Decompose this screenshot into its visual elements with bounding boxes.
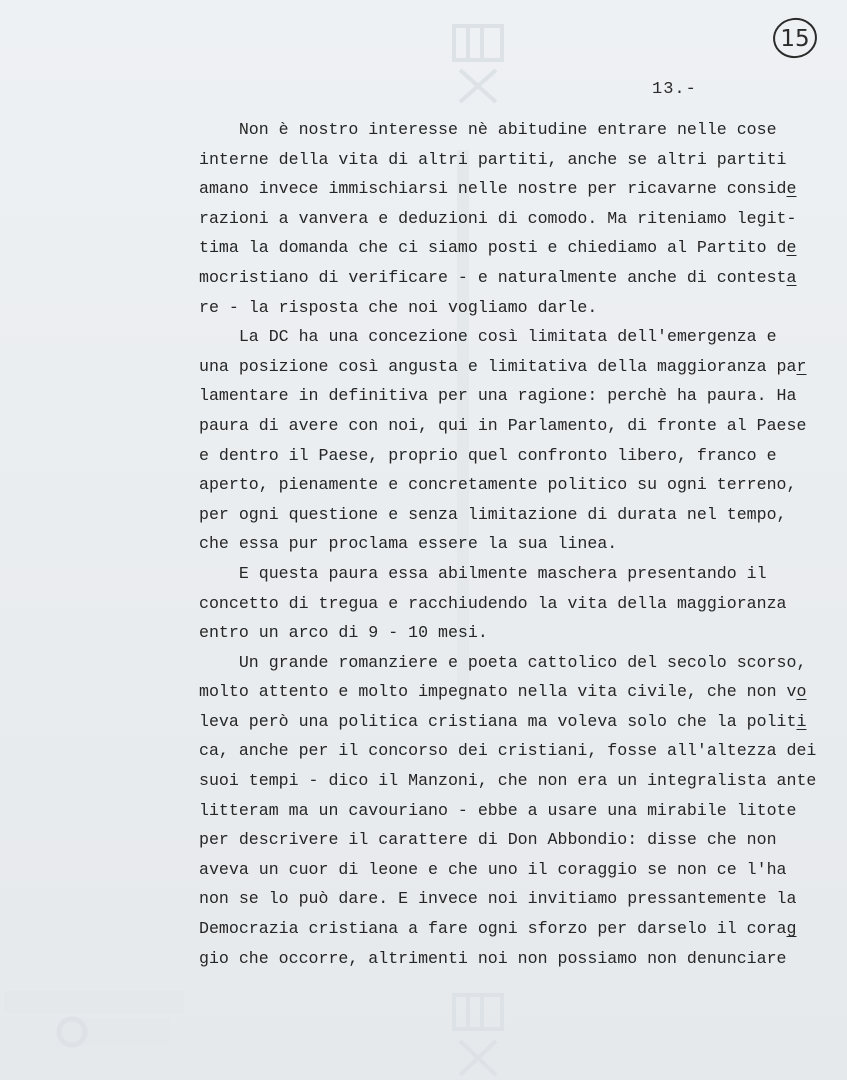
text-line <box>199 529 829 559</box>
line-text: mocristiano di verificare - e naturalmente anche di contest <box>199 267 787 287</box>
typed-page-number: 13.- <box>652 80 697 99</box>
text-line <box>199 263 829 293</box>
text-line <box>199 441 829 471</box>
text-line <box>199 648 829 678</box>
foundation-watermark-icon <box>0 985 200 1065</box>
line-text: gio che occorre, altrimenti noi non possiamo non denunciare <box>199 948 787 968</box>
text-line <box>199 381 829 411</box>
text-line <box>199 825 829 855</box>
text-line <box>199 796 829 826</box>
underlined-syllable: o <box>796 682 807 702</box>
line-text: Non è nostro interesse nè abitudine entrare nelle cose <box>199 120 777 139</box>
line-text: per ogni questione e senza limitazione di durata nel tempo, <box>199 504 787 524</box>
handwritten-circle-icon <box>770 14 820 64</box>
underlined-syllable: g <box>786 919 797 939</box>
line-text: amano invece immischiarsi nelle nostre per ricavarne consid <box>199 179 787 199</box>
line-text: Un grande romanziere e poeta cattolico del secolo scorso, <box>199 652 807 672</box>
text-line <box>199 470 829 500</box>
line-text: ca, anche per il concorso dei cristiani, fosse all'altezza dei <box>199 741 817 761</box>
text-line <box>199 707 829 737</box>
underlined-syllable: e <box>786 179 797 199</box>
text-line <box>199 174 829 204</box>
text-line <box>199 618 829 648</box>
text-line <box>199 559 829 589</box>
line-text: aveva un cuor di leone e che uno il coraggio se non ce l'ha <box>199 859 787 879</box>
line-text: Democrazia cristiana a fare ogni sforzo per darselo il cora <box>199 919 787 939</box>
line-text: leva però una politica cristiana ma voleva solo che la polit <box>199 711 797 731</box>
text-line <box>199 145 829 175</box>
line-text: lamentare in definitiva per una ragione: perchè ha paura. Ha <box>199 386 797 406</box>
line-text: entro un arco di 9 - 10 mesi. <box>199 623 488 643</box>
circled-page-number <box>770 14 820 64</box>
text-line <box>199 589 829 619</box>
line-text: tima la domanda che ci siamo posti e chiediamo al Partito d <box>199 238 787 258</box>
text-line <box>199 944 829 974</box>
text-line <box>199 884 829 914</box>
text-line <box>199 914 829 944</box>
line-text: paura di avere con noi, qui in Parlamento, di fronte al Paese <box>199 415 807 435</box>
underlined-syllable: a <box>786 267 797 287</box>
watermark-logo-icon <box>448 18 508 108</box>
text-line <box>199 233 829 263</box>
underlined-syllable: e <box>786 238 797 258</box>
line-text: E questa paura essa abilmente maschera presentando il <box>199 563 767 583</box>
line-text: La DC ha una concezione così limitata dell'emergenza e <box>199 327 777 347</box>
line-text: suoi tempi - dico il Manzoni, che non era un integralista ante <box>199 771 817 791</box>
line-text: per descrivere il carattere di Don Abbondio: disse che non <box>199 830 777 850</box>
text-line <box>199 500 829 530</box>
watermark-logo-bottom-icon <box>448 985 508 1080</box>
line-text: litteram ma un cavouriano - ebbe a usare una mirabile litote <box>199 800 797 820</box>
circled-number-text: 15 <box>780 26 810 52</box>
line-text: razioni a vanvera e deduzioni di comodo. Ma riteniamo legit- <box>199 208 797 228</box>
text-line <box>199 855 829 885</box>
underlined-syllable: r <box>796 356 807 376</box>
text-line <box>199 293 829 323</box>
text-line <box>199 204 829 234</box>
text-line <box>199 115 829 145</box>
line-text: una posizione così angusta e limitativa della maggioranza pa <box>199 356 797 376</box>
underlined-syllable: i <box>796 711 807 731</box>
line-text: e dentro il Paese, proprio quel confronto libero, franco e <box>199 445 777 465</box>
text-line <box>199 736 829 766</box>
line-text: re - la risposta che noi vogliamo darle. <box>199 297 598 317</box>
text-line <box>199 322 829 352</box>
text-line <box>199 677 829 707</box>
text-line <box>199 411 829 441</box>
line-text: concetto di tregua e racchiudendo la vita della maggioranza <box>199 593 787 613</box>
line-text: molto attento e molto impegnato nella vita civile, che non v <box>199 682 797 702</box>
line-text: interne della vita di altri partiti, anche se altri partiti <box>199 149 787 169</box>
line-text: che essa pur proclama essere la sua linea. <box>199 534 618 554</box>
text-line <box>199 352 829 382</box>
text-line <box>199 766 829 796</box>
line-text: aperto, pienamente e concretamente politico su ogni terreno, <box>199 475 797 495</box>
line-text: non se lo può dare. E invece noi invitiamo pressantemente la <box>199 889 797 909</box>
typewritten-body <box>199 115 829 973</box>
